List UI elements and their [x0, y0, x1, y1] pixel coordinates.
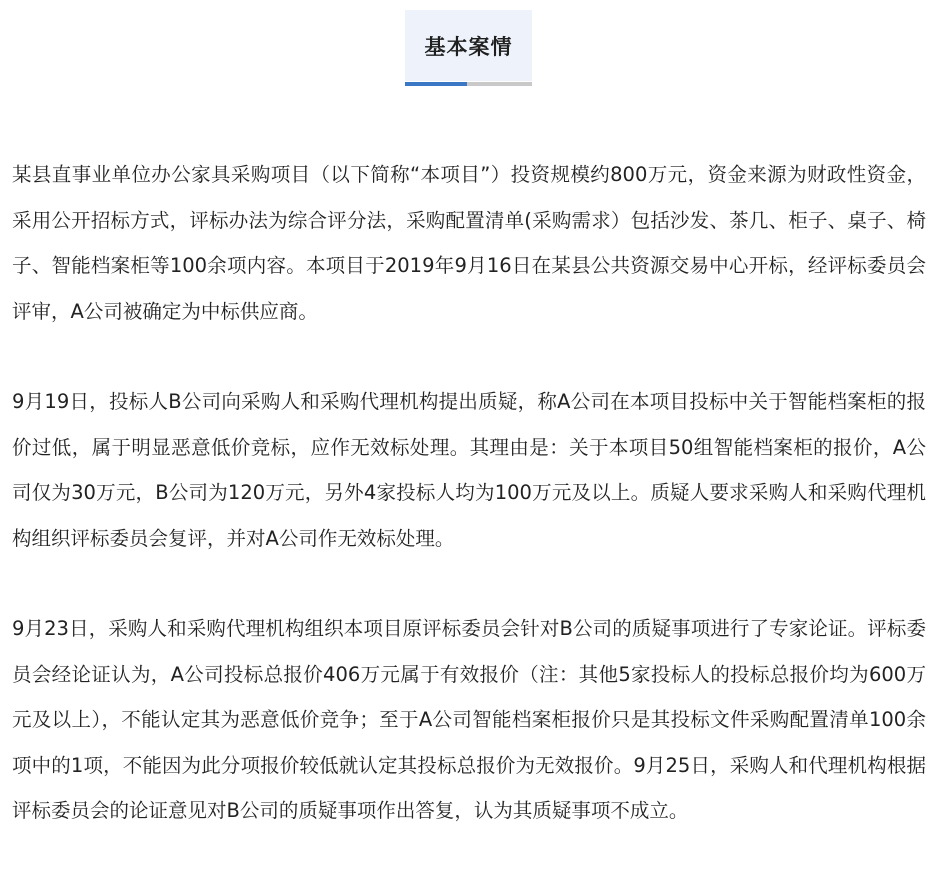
paragraph-expert-review: 9月23日，采购人和采购代理机构组织本项目原评标委员会针对B公司的质疑事项进行了专家论证。评标委员会经论证认为，A公司投标总报价406万元属于有效报价（注：其他5家投标人的投标总报价均为600万元及以上），不能认定其为恶意低价竞争；至于A公司智能档案柜报价只是其投标文件采购配置清单100余项中的1项，不能因为此分项报价较低就认定其投标总报价为无效报价。9月25日，采购人和代理机构根据评标委员会的论证意见对B公司的质疑事项作出答复，认为其质疑事项不成立。: [12, 617, 926, 822]
paragraph-case-overview: 某县直事业单位办公家具采购项目（以下简称“本项目”）投资规模约800万元，资金来源为财政性资金，采用公开招标方式，评标办法为综合评分法，采购配置清单(采购需求）包括沙发、茶几、柜子、桌子、椅子、智能档案柜等100余项内容。本项目于2019年9月16日在某县公共资源交易中心开标，经评标委员会评审，A公司被确定为中标供应商。: [12, 163, 926, 323]
title-underline: [405, 82, 532, 86]
section-heading: [405, 10, 532, 86]
article-body: [12, 152, 926, 879]
section-title: 基本案情: [405, 10, 532, 81]
paragraph-complaint: 9月19日，投标人B公司向采购人和采购代理机构提出质疑，称A公司在本项目投标中关于智能档案柜的报价过低，属于明显恶意低价竞标，应作无效标处理。其理由是：关于本项目50组智能档案柜的报价，A公司仅为30万元，B公司为120万元，另外4家投标人均为100万元及以上。质疑人要求采购人和采购代理机构组织评标委员会复评，并对A公司作无效标处理。: [12, 390, 926, 550]
title-underline-accent: [405, 82, 467, 86]
